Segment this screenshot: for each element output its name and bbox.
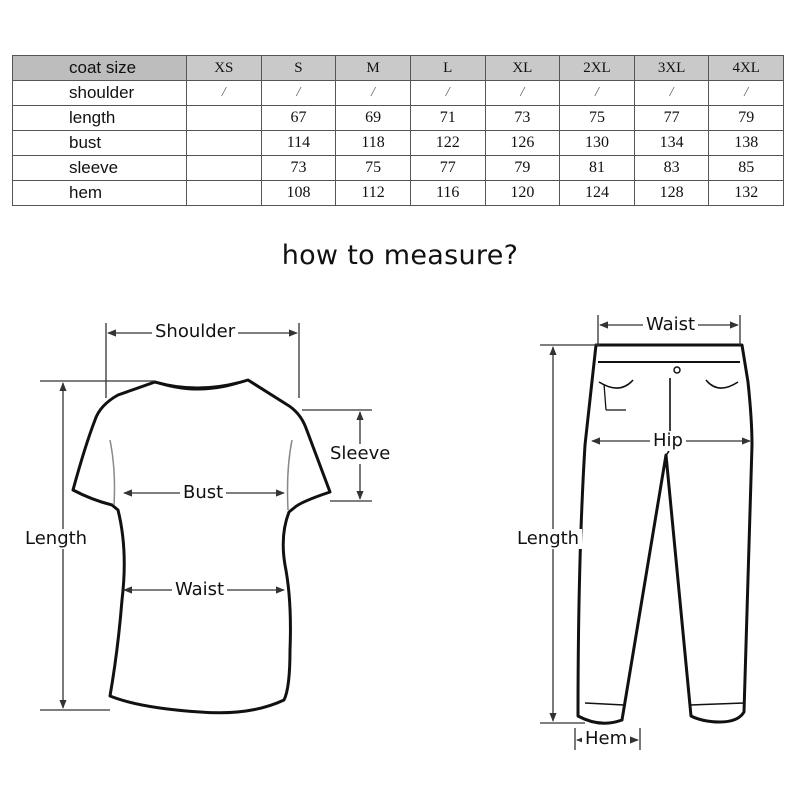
table-cell: 120	[485, 181, 560, 206]
table-cell: 128	[634, 181, 709, 206]
table-cell: 124	[560, 181, 635, 206]
table-cell: 116	[410, 181, 485, 206]
size-header-cell: L	[410, 56, 485, 81]
row-label: shoulder	[13, 81, 187, 106]
shoulder-label: Shoulder	[152, 322, 238, 342]
pants-button-icon	[674, 367, 680, 373]
size-header-cell: M	[336, 56, 411, 81]
row-label: hem	[13, 181, 187, 206]
table-cell: 75	[560, 106, 635, 131]
length-label: Length	[22, 529, 90, 549]
table-cell: /	[410, 81, 485, 106]
size-header-cell: XL	[485, 56, 560, 81]
table-cell: 79	[485, 156, 560, 181]
size-header-cell: 4XL	[709, 56, 784, 81]
table-cell: 138	[709, 131, 784, 156]
table-cell: 69	[336, 106, 411, 131]
table-cell: 85	[709, 156, 784, 181]
table-cell: /	[634, 81, 709, 106]
table-cell: 73	[261, 156, 336, 181]
table-cell: 126	[485, 131, 560, 156]
pants-outline	[578, 345, 752, 723]
size-header-cell: XS	[187, 56, 262, 81]
table-cell: 108	[261, 181, 336, 206]
table-cell: 112	[336, 181, 411, 206]
page-title: how to measure?	[281, 240, 519, 271]
table-cell: /	[560, 81, 635, 106]
hip-label: Hip	[650, 431, 686, 451]
table-cell: 83	[634, 156, 709, 181]
tshirt-outline	[73, 380, 330, 713]
pants-waist-label: Waist	[643, 315, 698, 335]
table-cell: 122	[410, 131, 485, 156]
table-cell: /	[261, 81, 336, 106]
table-cell: 130	[560, 131, 635, 156]
pants-length-label: Length	[514, 529, 582, 549]
row-label: length	[13, 106, 187, 131]
sleeve-label: Sleeve	[327, 444, 393, 464]
bust-label: Bust	[180, 483, 226, 503]
table-cell: 134	[634, 131, 709, 156]
size-header-cell: S	[261, 56, 336, 81]
waist-label: Waist	[172, 580, 227, 600]
table-cell: 75	[336, 156, 411, 181]
size-header-cell: 2XL	[560, 56, 635, 81]
size-header-cell: 3XL	[634, 56, 709, 81]
row-label: bust	[13, 131, 187, 156]
table-cell: 77	[634, 106, 709, 131]
table-header-label: coat size	[13, 56, 187, 81]
table-cell: 67	[261, 106, 336, 131]
row-label: sleeve	[13, 156, 187, 181]
table-cell: /	[336, 81, 411, 106]
hem-label: Hem	[582, 729, 630, 749]
tshirt-measure-lines	[40, 323, 372, 710]
table-cell: 114	[261, 131, 336, 156]
table-cell: 132	[709, 181, 784, 206]
table-cell: /	[485, 81, 560, 106]
table-cell: 79	[709, 106, 784, 131]
table-cell: 81	[560, 156, 635, 181]
table-cell: 71	[410, 106, 485, 131]
table-cell: 77	[410, 156, 485, 181]
table-cell: 73	[485, 106, 560, 131]
table-cell: /	[709, 81, 784, 106]
table-cell: /	[187, 81, 262, 106]
table-cell: 118	[336, 131, 411, 156]
